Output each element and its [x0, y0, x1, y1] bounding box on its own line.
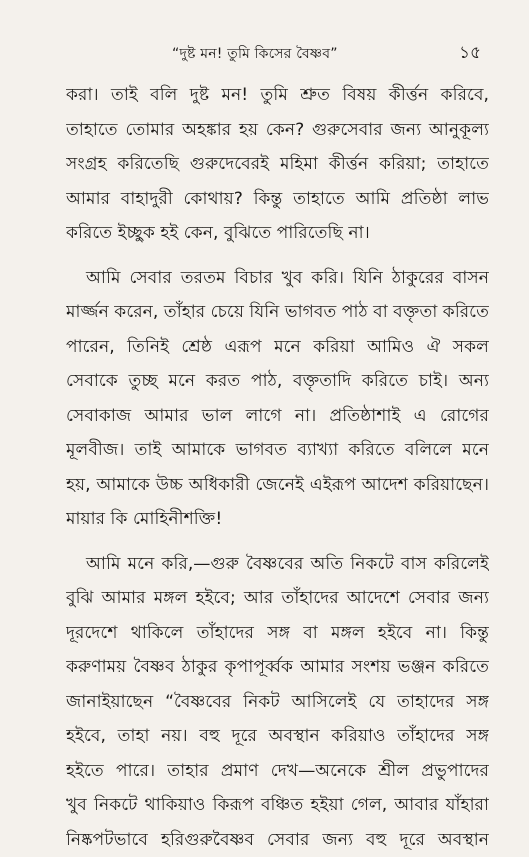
- running-title: “দুষ্ট মন! তুমি কিসের বৈষ্ণব”: [172, 42, 338, 66]
- text-line: হইতে পারে। তাহার প্রমাণ দেখ—অনেকে শ্রীল প্রভুপাদের: [66, 754, 489, 789]
- text-line: নিষ্কপটভাবে হরিগুরুবৈষ্ণব সেবার জন্য বহু দূরে অবস্থান: [66, 823, 489, 857]
- paragraph-1: [66, 78, 489, 251]
- text-line: মার্জ্জন করেন, তাঁহার চেয়ে যিনি ভাগবত পাঠ বা বক্তৃতা করিতে: [66, 295, 489, 330]
- text-line: আমার বাহাদুরী কোথায়? কিন্তু তাহাতে আমি প্রতিষ্ঠা লাভ: [66, 182, 489, 217]
- text-line: আমি মনে করি,—গুরু বৈষ্ণবের অতি নিকটে বাস করিলেই: [66, 547, 489, 582]
- text-line: করুণাময় বৈষ্ণব ঠাকুর কৃপাপূর্ব্বক আমার সংশয় ভঞ্জন করিতে: [66, 650, 489, 685]
- text-line: খুব নিকটে থাকিয়াও কিরূপ বঞ্চিত হইয়া গেল, আবার যাঁহারা: [66, 788, 489, 823]
- text-line: সেবাকাজ আমার ভাল লাগে না। প্রতিষ্ঠাশাই এ রোগের: [66, 399, 489, 434]
- text-line: আমি সেবার তরতম বিচার খুব করি। যিনি ঠাকুরের বাসন: [66, 261, 489, 296]
- paragraph-2: [66, 261, 489, 537]
- text-line: করা। তাই বলি দুষ্ট মন! তুমি শ্রুত বিষয় কীর্ত্তন করিবে,: [66, 78, 489, 113]
- text-line: সংগ্রহ করিতেছি গুরুদেবেরই মহিমা কীর্ত্তন করিয়া; তাহাতে: [66, 147, 489, 182]
- text-line: পারেন, তিনিই শ্রেষ্ঠ এরূপ মনে করিয়া আমিও ঐ সকল: [66, 330, 489, 365]
- page-number: ১৫: [459, 40, 481, 68]
- body-text: [66, 78, 489, 857]
- running-head: [66, 34, 489, 70]
- text-line: সেবাকে তুচ্ছ মনে করত পাঠ, বক্তৃতাদি করিতে চাই। অন্য: [66, 364, 489, 399]
- text-line: করিতে ইচ্ছুক হই কেন, বুঝিতে পারিতেছি না।: [66, 216, 489, 251]
- text-line: হইবে, তাহা নয়। বহু দূরে অবস্থান করিয়াও তাঁহাদের সঙ্গ: [66, 719, 489, 754]
- text-line: মূলবীজ। তাই আমাকে ভাগবত ব্যাখ্যা করিতে বলিলে মনে: [66, 433, 489, 468]
- text-line: জানাইয়াছেন “বৈষ্ণবের নিকট আসিলেই যে তাহাদের সঙ্গ: [66, 685, 489, 720]
- paragraph-3: [66, 547, 489, 857]
- text-line: মায়ার কি মোহিনীশক্তি!: [66, 502, 489, 537]
- text-line: বুঝি আমার মঙ্গল হইবে; আর তাঁহাদের আদেশে সেবার জন্য: [66, 581, 489, 616]
- text-line: হয়, আমাকে উচ্চ অধিকারী জেনেই এইরূপ আদেশ করিয়াছেন।: [66, 468, 489, 503]
- text-line: তাহাতে তোমার অহঙ্কার হয় কেন? গুরুসেবার জন্য আনুকূল্য: [66, 113, 489, 148]
- text-line: দূরদেশে থাকিলে তাঁহাদের সঙ্গ বা মঙ্গল হইবে না। কিন্তু: [66, 616, 489, 651]
